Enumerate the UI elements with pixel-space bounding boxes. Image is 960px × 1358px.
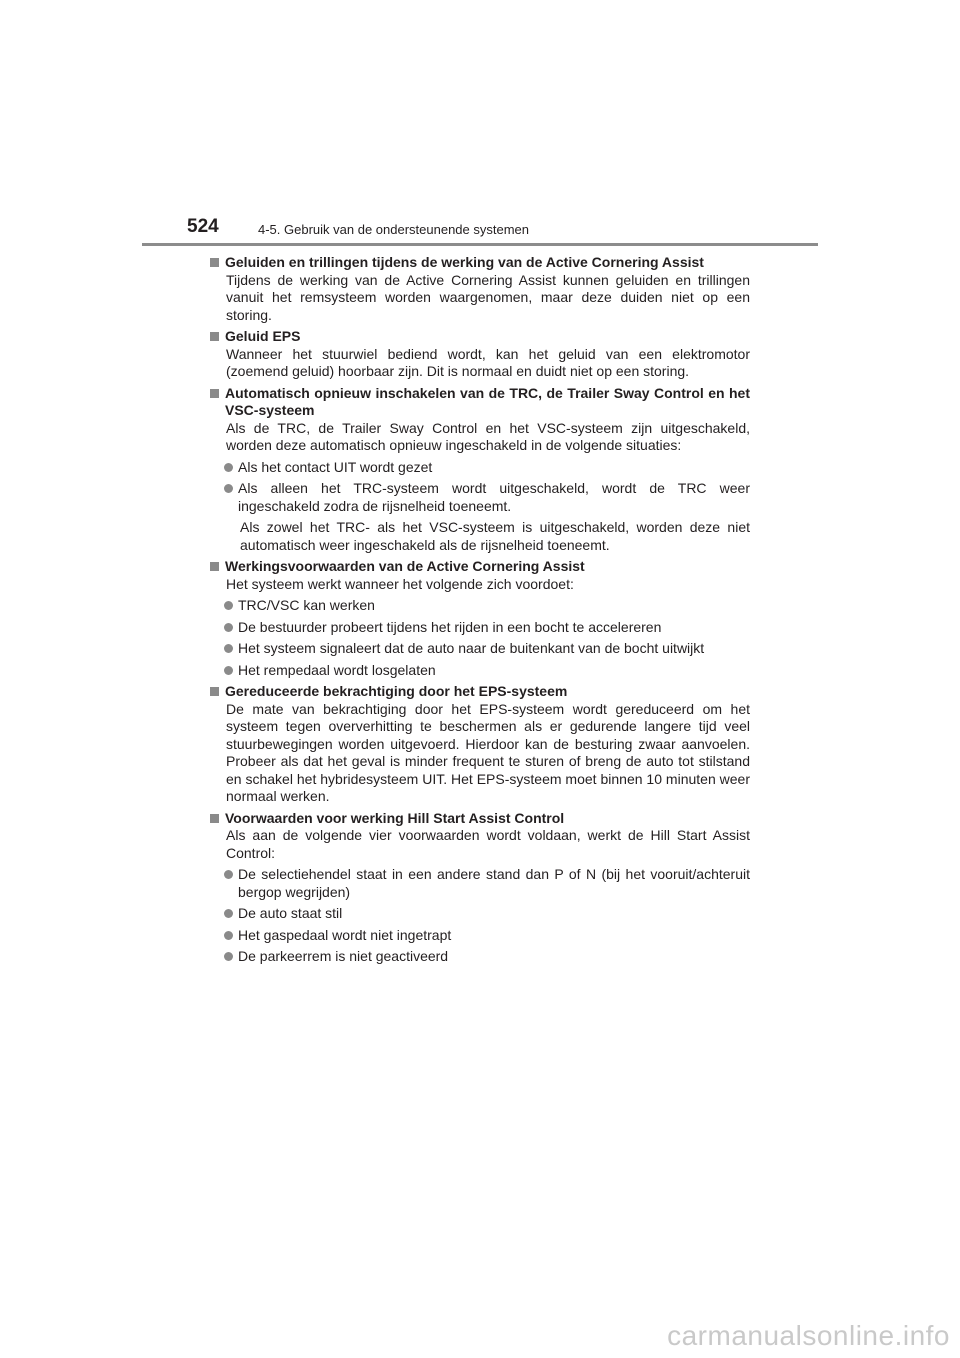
square-bullet-icon <box>210 562 219 571</box>
list-item: Het systeem signaleert dat de auto naar de buitenkant van de bocht uitwijkt <box>224 640 750 658</box>
paragraph: Tijdens de werking van de Active Cornering Assist kunnen geluiden en trillingen vanuit het remsysteem worden waargenomen, maar deze duiden niet op een storing. <box>226 271 750 323</box>
chapter-title: 4-5. Gebruik van de ondersteunende systemen <box>258 222 530 237</box>
list-item: Als het contact UIT wordt gezet <box>224 459 750 477</box>
paragraph: De mate van bekrachtiging door het EPS-systeem wordt gereduceerd om het systeem tegen oververhitting te beschermen als er gedurende langere tijd veel stuurbewegingen worden uitgevoerd. Hierdoor kan de besturing zwaar aanvoelen. Probeer als dat het geval is minder frequent te sturen of breng de auto tot stilstand en schakel het hybridesysteem UIT. Het EPS-systeem moet binnen 10 minuten weer normaal werken. <box>226 700 750 804</box>
paragraph: Als de TRC, de Trailer Sway Control en het VSC-systeem zijn uitgeschakeld, worden deze automatisch opnieuw ingeschakeld in de volgende situaties: <box>226 419 750 453</box>
list-item: De selectiehendel staat in een andere stand dan P of N (bij het vooruit/achteruit bergop wegrijden) <box>224 866 750 901</box>
section-active-cornering-noise <box>210 254 750 324</box>
section-cornering-conditions <box>210 558 750 679</box>
section-heading: Geluiden en trillingen tijdens de werking van de Active Cornering Assist <box>210 254 750 272</box>
section-auto-reenable <box>210 385 750 555</box>
section-heading: Gereduceerde bekrachtiging door het EPS-systeem <box>210 683 750 701</box>
circle-bullet-icon <box>224 931 233 940</box>
section-heading: Automatisch opnieuw inschakelen van de TRC, de Trailer Sway Control en het VSC-systeem <box>210 385 750 420</box>
circle-bullet-icon <box>224 666 233 675</box>
paragraph: Het systeem werkt wanneer het volgende zich voordoet: <box>226 575 574 592</box>
list-item: TRC/VSC kan werken <box>224 597 750 615</box>
square-bullet-icon <box>210 332 219 341</box>
circle-bullet-icon <box>224 644 233 653</box>
paragraph: Wanneer het stuurwiel bediend wordt, kan het geluid van een elektromotor (zoemend geluid) hoorbaar zijn. Dit is normaal en duidt niet op een storing. <box>226 345 750 379</box>
list-item: Het gaspedaal wordt niet ingetrapt <box>224 927 750 945</box>
circle-bullet-icon <box>224 870 233 879</box>
section-heading: Voorwaarden voor werking Hill Start Assist Control <box>210 810 750 828</box>
section-eps-noise <box>210 328 750 381</box>
square-bullet-icon <box>210 814 219 823</box>
circle-bullet-icon <box>224 601 233 610</box>
page-number: 524 <box>187 216 219 237</box>
paragraph: Als aan de volgende vier voorwaarden wordt voldaan, werkt de Hill Start Assist Control: <box>226 827 750 861</box>
circle-bullet-icon <box>224 952 233 961</box>
square-bullet-icon <box>210 389 219 398</box>
circle-bullet-icon <box>224 909 233 918</box>
page-content <box>210 254 750 970</box>
list-item: De auto staat stil <box>224 905 750 923</box>
list-item: De bestuurder probeert tijdens het rijden in een bocht te accelereren <box>224 619 750 637</box>
circle-bullet-icon <box>224 623 233 632</box>
section-heading: Werkingsvoorwaarden van de Active Cornering Assist <box>210 558 750 576</box>
section-eps-reduced-assist <box>210 683 750 806</box>
header-rule <box>142 243 818 246</box>
circle-bullet-icon <box>224 484 233 493</box>
section-hill-start-conditions <box>210 810 750 966</box>
note-paragraph: Als zowel het TRC- als het VSC-systeem is uitgeschakeld, worden deze niet automatisch weer ingeschakeld als de rijsnelheid toeneemt. <box>240 519 750 553</box>
watermark: carmanualsonline.info <box>667 1320 950 1351</box>
list-item: Het rempedaal wordt losgelaten <box>224 662 750 680</box>
section-heading: Geluid EPS <box>210 328 750 346</box>
circle-bullet-icon <box>224 463 233 472</box>
square-bullet-icon <box>210 687 219 696</box>
list-item: Als alleen het TRC-systeem wordt uitgeschakeld, wordt de TRC weer ingeschakeld zodra de rijsnelheid toeneemt. <box>224 480 750 515</box>
list-item: De parkeerrem is niet geactiveerd <box>224 948 750 966</box>
square-bullet-icon <box>210 258 219 267</box>
